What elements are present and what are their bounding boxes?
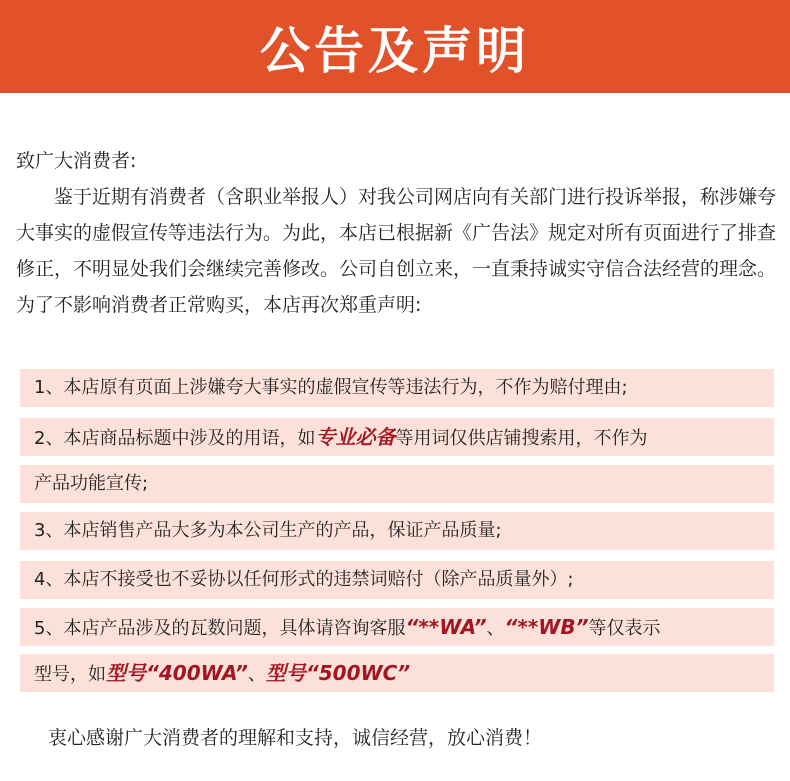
header-banner: [0, 0, 790, 93]
notice-item-5-highlight-400wa: 型号“400WA”: [106, 661, 248, 685]
notice-item-5-highlight-wb: “**WB”: [504, 615, 589, 639]
notice-item-5-line2-sep: 、: [247, 664, 266, 685]
page-title: 公告及声明: [260, 21, 530, 80]
intro-section: [16, 143, 786, 323]
closing-statement: 衷心感谢广大消费者的理解和支持，诚信经营，放心消费！: [48, 727, 543, 749]
notice-item-5-sep: 、: [486, 618, 505, 639]
notice-item-2: [20, 418, 774, 456]
notice-item-5: [20, 608, 774, 646]
notice-item-4-text: 4、本店不接受也不妥协以任何形式的违禁词赔付（除产品质量外）;: [34, 569, 574, 590]
intro-paragraph: 鉴于近期有消费者（含职业举报人）对我公司网店向有关部门进行投诉举报，称涉嫌夸大事实的虚假宣传等违法行为。为此，本店已根据新《广告法》规定对所有页面进行了排查修正，不明显处我们会继续完善修改。公司自创立来，一直秉持诚实守信合法经营的理念。为了不影响消费者正常购买，本店再次郑重声明:: [16, 186, 777, 316]
notice-item-5-text-pre: 5、本店产品涉及的瓦数问题，具体请咨询客服: [34, 618, 406, 639]
notice-item-4: [20, 561, 774, 599]
notice-item-5-text-post: 等仅表示: [588, 618, 661, 639]
notice-item-5-line2-pre: 型号，如: [34, 664, 106, 685]
notice-item-3: [20, 512, 774, 550]
notice-item-5-continued: [20, 654, 774, 692]
notice-item-2-continued: [20, 465, 774, 503]
notice-item-5-highlight-500wc: 型号“500WC”: [265, 661, 411, 685]
notice-item-3-text: 3、本店销售产品大多为本公司生产的产品，保证产品质量;: [34, 520, 502, 541]
notice-item-1: [20, 369, 774, 407]
notice-item-2-line2: 产品功能宣传;: [34, 473, 149, 494]
notice-item-2-highlight: 专业必备: [315, 425, 396, 449]
notice-item-2-text-pre: 2、本店商品标题中涉及的用语，如: [34, 428, 316, 449]
salutation: 致广大消费者:: [16, 150, 137, 172]
notice-item-1-text: 1、本店原有页面上涉嫌夸大事实的虚假宣传等违法行为，不作为赔付理由;: [34, 377, 628, 398]
notice-item-2-text-post: 等用词仅供店铺搜索用，不作为: [395, 428, 648, 449]
notice-item-5-highlight-wa: “**WA”: [405, 615, 487, 639]
